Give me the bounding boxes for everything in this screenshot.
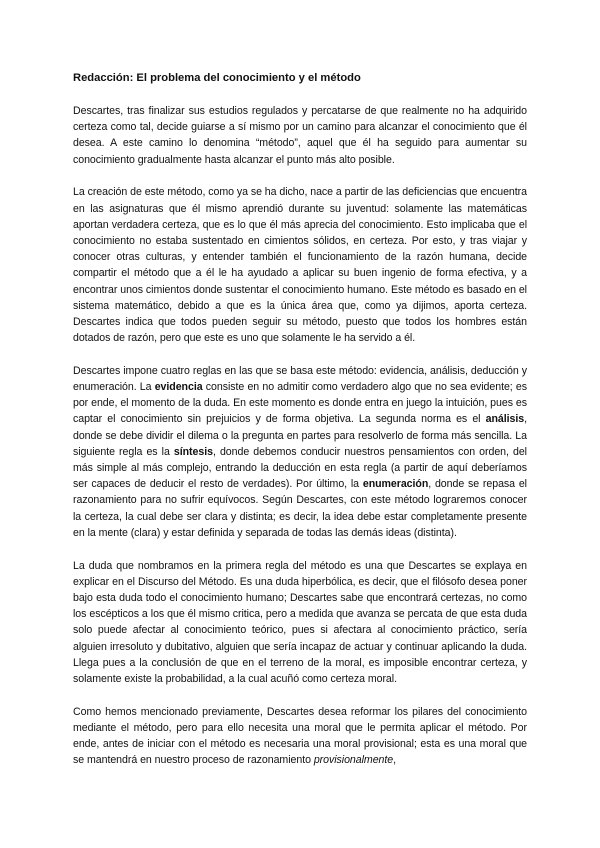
paragraph-text: Descartes, tras finalizar sus estudios regulados y percatarse de que realmente no ha adquirido certeza como tal, decide guiarse a sí mismo por un camino para alcanzar el conocimiento que él desea. A este camino lo denomina “método”, aquel que él ha seguido para aumentar su conocimiento gradualmente hasta alcanzar el punto más alto posible. bbox=[73, 105, 527, 166]
paragraph-text: La duda que nombramos en la primera regla del método es una que Descartes se explaya en explicar en el Discurso del Método. Es una duda hiperbólica, es decir, que el filósofo desea poner bajo esta duda todo el conocimiento humano; Descartes sabe que encontrará certezas, no como los escépticos a los que él mismo critica, pero a medida que avanza se percata de que esta duda solo puede afectar al conocimiento teórico, pues si afectara al conocimiento práctico, sería alguien irresoluto y dubitativo, alguien que sería incapaz de actuar y continuar aplicando la duda. Llega pues a la conclusión de que en el terreno de la moral, es imposible encontrar certeza, y solamente existe la probabilidad, a la cual acuñó como certeza moral. bbox=[73, 559, 527, 685]
term-enumeracion: enumeración bbox=[362, 478, 429, 491]
paragraph-text: , donde se repasa el razonamiento para no sufrir equívocos. Según Descartes, con este método lograremos conocer la certeza, la cual debe ser clara y distinta; es decir, la idea debe estar completamente presente en la mente (clara) y estar definida y separada de todas las demás ideas (distinta). bbox=[73, 478, 527, 539]
term-sintesis: síntesis bbox=[173, 445, 213, 458]
paragraph-text: , donde debemos conducir nuestros pensamientos con orden, del más simple al más complejo, entrando la deducción en esta regla (a partir de aquí deberíamos ser capaces de deducir el resto de verdades). Por último, la bbox=[73, 445, 527, 491]
paragraph-four-rules bbox=[73, 363, 527, 541]
paragraph-provisional-moral bbox=[73, 704, 527, 769]
term-analisis: análisis bbox=[485, 413, 525, 426]
paragraph-method-origin bbox=[73, 184, 527, 346]
paragraph-text: La creación de este método, como ya se ha dicho, nace a partir de las deficiencias que encuentra en las asignaturas que él mismo aprendió durante su juventud: solamente las matemáticas aportan verdadera certeza, que es lo que él más aprecia del conocimiento. Esto implicaba que el conocimiento no estaba sustentado en cimientos sólidos, en certeza. Por esto, y tras viajar y conocer otras culturas, y entender también el funcionamiento de la razón humana, decide compartir el método que a él le ha ayudado a aplicar su buen ingenio de forma efectiva, y a encontrar unos cimientos donde sustentar el conocimiento humano. Este método es basado en el sistema matemático, debido a que es la única área que, como ya dijimos, aporta certeza. Descartes indica que todos pueden seguir su método, puesto que todos los hombres están dotados de razón, pero que este es uno que solamente le ha servido a él. bbox=[73, 186, 527, 345]
document-title: Redacción: El problema del conocimiento y el método bbox=[73, 72, 361, 84]
paragraph-doubt bbox=[73, 558, 527, 688]
paragraph-text: Como hemos mencionado previamente, Descartes desea reformar los pilares del conocimiento mediante el método, pero para ello necesita una moral que le permita aplicar el método. Por ende, antes de iniciar con el método es necesaria una moral provisional; esta es una moral que se mantendrá en nuestro proceso de razonamiento bbox=[73, 705, 527, 767]
paragraph-text: , bbox=[393, 754, 397, 767]
paragraph-intro bbox=[73, 103, 527, 168]
term-evidencia: evidencia bbox=[154, 381, 203, 394]
term-provisionalmente: provisionalmente bbox=[313, 754, 394, 767]
document-page bbox=[73, 70, 527, 785]
paragraph-text: consiste en no admitir como verdadero algo que no sea evidente; es por ende, el momento de la duda. En este momento es donde entra en juego la intuición, pues es captar el conocimiento sin prejuicios y de forma objetiva. La segunda norma es el bbox=[73, 381, 528, 426]
paragraph-text: , donde se debe dividir el dilema o la pregunta en partes para resolverlo de forma más sencilla. La siguiente regla es la bbox=[73, 413, 527, 458]
paragraph-text: Descartes impone cuatro reglas en las que se basa este método: evidencia, análisis, deducción y enumeración. La bbox=[73, 364, 527, 394]
